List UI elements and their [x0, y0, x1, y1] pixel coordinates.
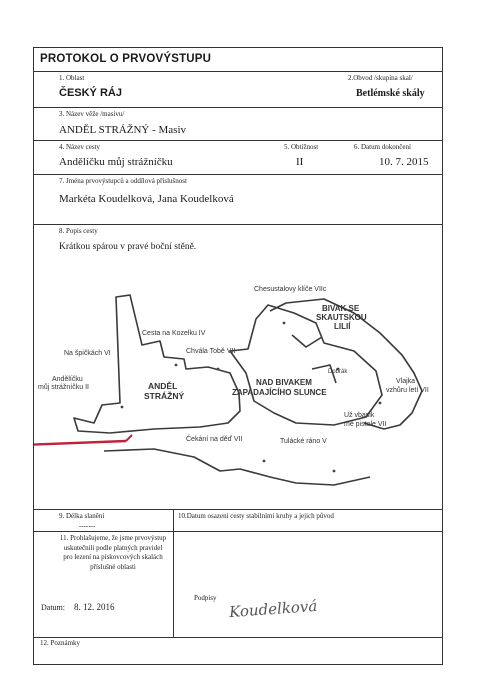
date-label: 6. Datum dokončení — [354, 143, 411, 151]
route-topo-map — [34, 273, 442, 493]
signature-label: Podpisy — [194, 594, 217, 602]
divider — [34, 224, 442, 225]
grade-label: 5. Obtížnost — [284, 143, 319, 151]
map-label-bivak-3: LILIÍ — [334, 322, 351, 331]
divider — [34, 71, 442, 72]
form-title: PROTOKOL O PRVOVÝSTUPU — [40, 53, 212, 65]
map-label-tulacke: Tulácké ráno V — [280, 438, 327, 445]
map-label-uz-vbasik-2: mě pistole VII — [344, 421, 387, 428]
inner-ridge — [292, 335, 336, 383]
map-label-uz-vbasik-1: Už vbasik — [344, 412, 375, 419]
form-date-label: Datum: — [41, 603, 65, 612]
anchors-label: 10.Datum osazení cesty stabilními kruhy a jejich původ — [178, 512, 334, 520]
highlighted-route-arrow — [126, 435, 132, 441]
highlighted-route-line — [34, 441, 126, 445]
area-label: 1. Oblast — [59, 74, 85, 82]
bottom-ridge — [104, 449, 370, 485]
description-value: Krátkou spárou v pravé boční stěně. — [59, 242, 197, 252]
divider — [34, 637, 442, 638]
map-label-bivak-2: SKAUTSKOU — [316, 313, 367, 322]
andel-strazny-massif — [74, 295, 240, 433]
divider — [34, 531, 442, 532]
date-value: 10. 7. 2015 — [379, 156, 429, 168]
rappel-value: ------- — [79, 522, 96, 530]
first-ascent-protocol-form — [33, 47, 443, 665]
tower-label: 3. Název věže /masivu/ — [59, 110, 125, 118]
nad-bivakem-massif — [230, 305, 382, 425]
area-value: ČESKÝ RÁJ — [59, 87, 122, 99]
map-label-andelicku-2: můj strážníčku II — [38, 384, 89, 391]
map-label-na-spickach: Na špičkách VI — [64, 350, 111, 357]
map-label-vlajka-1: Vlajka — [396, 378, 416, 385]
divider — [34, 509, 442, 510]
climbers-label: 7. Jména prvovýstupců a oddílová příslušnost — [59, 177, 187, 185]
map-label-chvala: Chvála Tobě VII — [186, 348, 236, 355]
route-label: 4. Název cesty — [59, 143, 101, 151]
district-value: Betlémské skály — [356, 88, 425, 99]
map-label-cekani: Čekání na děď VII — [186, 436, 243, 443]
form-date-value: 8. 12. 2016 — [74, 602, 115, 612]
divider — [34, 140, 442, 141]
divider — [34, 107, 442, 108]
district-label: 2.Obvod /skupina skal/ — [348, 74, 413, 82]
map-label-zapadajiciho: ZAPADAJÍCÍHO SLUNCE — [232, 388, 327, 397]
map-label-cesta-kozelku: Cesta na Kozelku IV — [142, 330, 206, 337]
map-label-bivak-1: BIVAK SE — [322, 304, 360, 313]
rappel-label: 9. Délka slanění — [59, 512, 105, 520]
divider — [34, 174, 442, 175]
signature: Koudelková — [228, 596, 318, 622]
map-label-dobrak: Dobrák — [328, 369, 348, 375]
tower-value: ANDĚL STRÁŽNÝ - Masiv — [59, 124, 186, 136]
divider-vertical — [173, 509, 174, 531]
climbers-value: Markéta Koudelková, Jana Koudelková — [59, 193, 234, 205]
description-label: 8. Popis cesty — [59, 227, 98, 235]
map-label-andel-2: STRÁŽNÝ — [144, 391, 185, 401]
map-label-chesustalovy: Chesustalovy klíče VIIc — [254, 286, 327, 293]
map-label-vlajka-2: vzhůru letí VII — [386, 387, 429, 394]
notes-label: 12. Poznámky — [40, 639, 81, 647]
declaration-text: 11. Prohlašujeme, že jsme prvovýstup uskutečnili podle platných pravidel pro lezení na pískovcových skalách příslušné oblasti — [59, 534, 167, 571]
divider-vertical — [173, 531, 174, 637]
map-label-andelicku-1: Andělíčku — [52, 376, 83, 383]
map-label-andel-1: ANDĚL — [148, 381, 178, 391]
map-label-nad-bivakem: NAD BIVAKEM — [256, 378, 312, 387]
grade-value: II — [296, 156, 304, 168]
route-value: Andělíčku můj strážníčku — [59, 156, 173, 168]
